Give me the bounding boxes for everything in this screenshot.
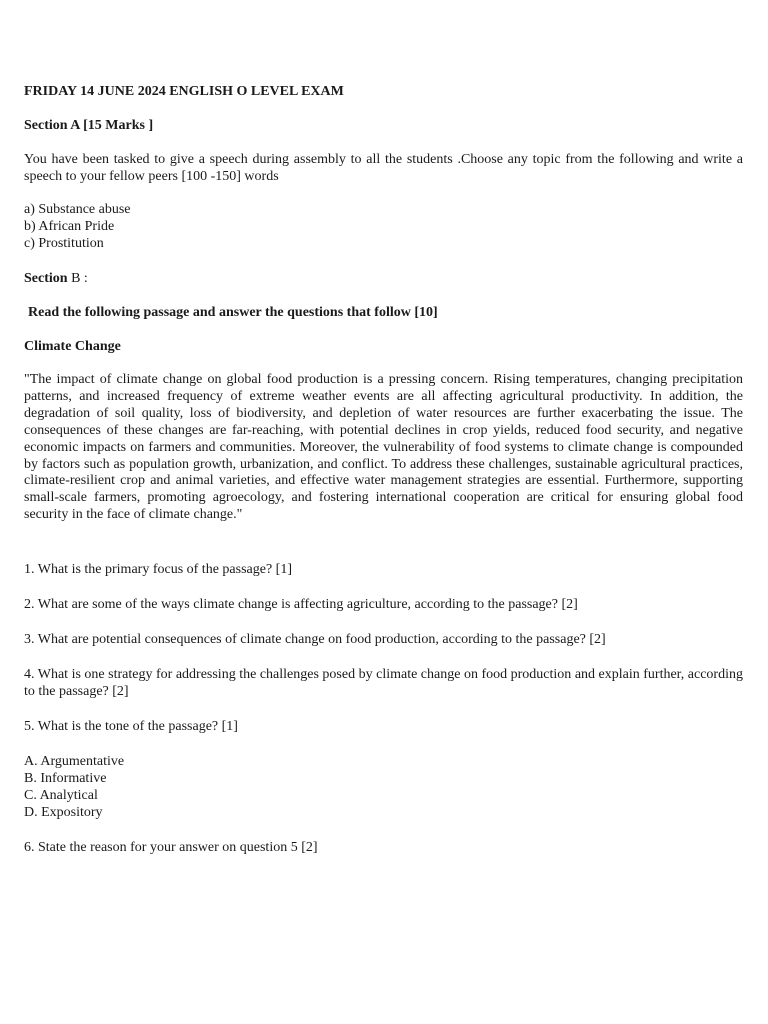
exam-title: FRIDAY 14 JUNE 2024 ENGLISH O LEVEL EXAM <box>24 84 344 99</box>
question-item: 2. What are some of the ways climate change is affecting agriculture, according to the passage? [2] <box>24 597 578 613</box>
question-list <box>24 561 743 856</box>
section-b-heading-bold: Section <box>24 271 68 286</box>
question-item: 1. What is the primary focus of the passage? [1] <box>24 562 292 578</box>
question-item: 3. What are potential consequences of climate change on food production, according to the passage? [2] <box>24 632 606 648</box>
section-a-heading: Section A [15 Marks ] <box>24 118 154 133</box>
passage-title: Climate Change <box>24 339 121 354</box>
section-b-heading-rest: B : <box>67 271 88 286</box>
question-item: 5. What is the tone of the passage? [1] <box>24 719 238 735</box>
section-b-heading <box>24 270 743 288</box>
answer-choice: D. Expository <box>24 805 103 821</box>
section-b-instruction: Read the following passage and answer the questions that follow [10] <box>28 305 438 320</box>
answer-choice: A. Argumentative <box>24 754 125 770</box>
topic-option: a) Substance abuse <box>24 202 131 217</box>
answer-choice: C. Analytical <box>24 788 98 804</box>
topic-options <box>24 201 743 252</box>
answer-choices <box>24 753 743 821</box>
answer-choice: B. Informative <box>24 771 107 787</box>
passage-text: "The impact of climate change on global food production is a pressing concern. Rising temperatures, changing precipitation patterns, and increased frequency of extreme weather events are all affecting agricultural productivity. In addition, the degradation of soil quality, loss of biodiversity, and depletion of water resources are further exacerbating the issue. The consequences of these changes are far-reaching, with potential declines in crop yields, reduced food security, and negative economic impacts on farmers and communities. Moreover, the vulnerability of food systems to climate change is compounded by factors such as population growth, urbanization, and conflict. To address these challenges, sustainable agricultural practices, climate-resilient crop and animal varieties, and effective water management strategies are essential. Furthermore, supporting small-scale farmers, promoting agroecology, and fostering international cooperation are critical for ensuring global food security in the face of climate change." <box>24 372 743 523</box>
topic-option: c) Prostitution <box>24 236 104 251</box>
question-item: 6. State the reason for your answer on question 5 [2] <box>24 840 318 856</box>
section-a-instructions: You have been tasked to give a speech during assembly to all the students .Choose any topic from the following and write a speech to your fellow peers [100 -150] words <box>24 152 743 184</box>
question-item: 4. What is one strategy for addressing the challenges posed by climate change on food production and explain further, according to the passage? [2] <box>24 667 743 700</box>
topic-option: b) African Pride <box>24 219 115 234</box>
